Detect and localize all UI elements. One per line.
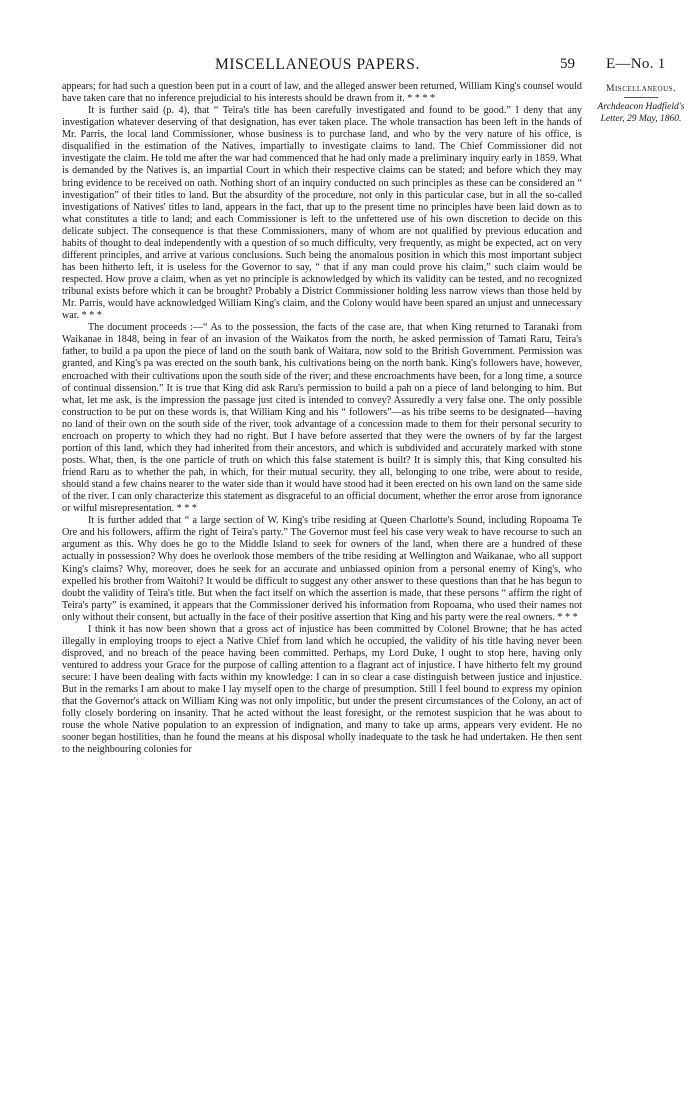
paragraph: It is further said (p. 4), that “ Teira's title has been carefully investigated and found to be good.” I deny that any investigation whatever deserving of that designation, has ever taken place. The whole transaction has been left in the hands of Mr. Parris, the local land Commissioner, whose business is to purchase land, and who by the very nature of his office, is disqualified in the estimation of the Natives, impartially to investigate claims to land. The Chief Commissioner did not investigate the claim. He told me after the war had commenced that he had only made a preliminary inquiry early in 1859. What is demanded by the Natives is, an impartial Court in which their respective claims can be stated; and before which they may bring evidence to be received on oath. Nothing short of an inquiry conducted on such principles as these can be considered an “ investigation” of their titles to land. But the absurdity of the procedure, not only in this particular case, but in all the so-called investigations of Natives' titles to land, appears in the fact, that up to the present time no principles have been laid down as to what constitutes a title to land; and each Commissioner is left to the unfettered use of his own discretion to decide on this delicate subject. The consequence is that these Commissioners, many of whom are not qualified by previous education and habits of thought to deal independently with a question of so much difficulty, very frequently, as might be expected, act on very different principles, and arrive at various conclusions. Such being the anomalous position in which this most important subject has been hitherto left, it is useless for the Governor to say, “ that if any man could prove his claim,” such claim would be respected. How prove a claim, when as yet no principle is acknowledged by which its validity can be tested, and no recognized tribunal exists before which it can be brought? Probably a District Commissioner holding less narrow views than those held by Mr. Parris, would have acknowledged William King's claim, and the Colony would have been spared an unjust and unnecessary war. * * * (62, 105, 582, 322)
paragraph: I think it has now been shown that a gross act of injustice has been committed by Colonel Browne; that he has acted illegally in employing troops to eject a Native Chief from land which he occupied, the validity of his title having never been disproved, and no breach of the peace having been committed. Perhaps, my Lord Duke, I ought to stop here, having only ventured to address your Grace for the purpose of calling attention to a flagrant act of injustice. I have hitherto felt my ground secure: I have been dealing with facts within my knowledge: I can in so clear a case distinguish between justice and injustice. But in the remarks I am about to make I lay myself open to the charge of presumption. Still I feel bound to express my opinion that the Governor's attack on William King was not only impolitic, but under the present circumstances of the Colony, an act of folly closely bordering on insanity. That he acted without the least foresight, or the remotest suspicion that he was about to rouse the whole Native population to an expression of indignation, and many to take up arms, appears very evident. He no sooner began hostilities, than he found the means at his disposal wholly inadequate to the task he had undertaken. He then sent to the neighbouring colonies for (62, 623, 582, 756)
page-number: 59 (560, 56, 575, 72)
margin-divider (624, 97, 658, 98)
paragraph: appears; for had such a question been put in a court of law, and the alleged answer been returned, William King's counsel would have taken care that no inference prejudicial to his interests should be drawn from it. * * * * (62, 81, 582, 105)
document-reference: E—No. 1 (606, 56, 666, 72)
margin-note (590, 84, 692, 125)
paragraph: The document proceeds :—“ As to the possession, the facts of the case are, that when King returned to Taranaki from Waikanae in 1848, being in fear of an invasion of the Waikatos from the north, he asked permission of Tamati Raru, Teira's father, to build a pa upon the piece of land on the south bank of Waitara, now sold to the British Government. Permission was granted, and King's pa was erected on the south bank, his cultivations being on the north bank. King's followers have, however, encroached with their cultivations upon the south side of the river; and these encroachments have been, for a long time, a source of continual dissension.” It is true that King did ask Raru's permission to build a pah on a piece of land belonging to him. But what, let me ask, is the impression the passage just cited is intended to convey? Assuredly a very false one. The only possible construction to be put on these words is, that William King and his “ followers”—as his tribe seems to be designated—having no land of their own on the south side of the river, took advantage of a concession made to them for their personal security to encroach on property to which they had no right. But I have before asserted that they were the owners of by far the largest portion of this land, which they had inherited from their ancestors, and which is subdivided and accurately marked with stone posts. What, then, is the one particle of truth on which this false statement is built? It is simply this, that King consulted his friend Raru as to whether the pah, in which, for their mutual security. they all, belonging to one tribe, were about to reside, should stand a few chains nearer to the water side than it would have stood had it been erected on his own land on the same side of the river. I can only characterize this statement as disgraceful to an official document, whether the error arose from ignorance or wilful misrepresentation. * * * (62, 322, 582, 515)
page-header (0, 0, 700, 80)
margin-section-label: Miscellaneous. (606, 84, 676, 94)
running-title: MISCELLANEOUS PAPERS. (215, 56, 420, 73)
paragraph: It is further added that “ a large section of W. King's tribe residing at Queen Charlotte's Sound, including Ropoama Te Ore and his followers, affirm the right of Teira's party.” The Governor must feel his case very weak to have recourse to such an argument as this. Why does he go to the Middle Island to seek for owners of the land, when there are a hundred of these actually in possession? Why does he overlook those members of the tribe residing at Wellington and Waikanae, who all support King's claims? Why, moreover, does he seek for an accurate and unbiassed opinion from a personal enemy of King's, who expelled his brother from Waitohi? It would be difficult to suggest any other answer to these questions than that he has begun to doubt the validity of Teira's title. But when the fact itself on which the assertion is made, that these persons “ affirm the right of Teira's party” is examined, it appears that the Commissioner derived his information from Ropoama, who used their names not only without their consent, but actually in the face of their positive assertion that King and his party were the real owners. * * * (62, 515, 582, 623)
margin-citation: Archdeacon Hadfield's Letter, 29 May, 1860. (597, 102, 685, 124)
body-text (62, 81, 582, 757)
